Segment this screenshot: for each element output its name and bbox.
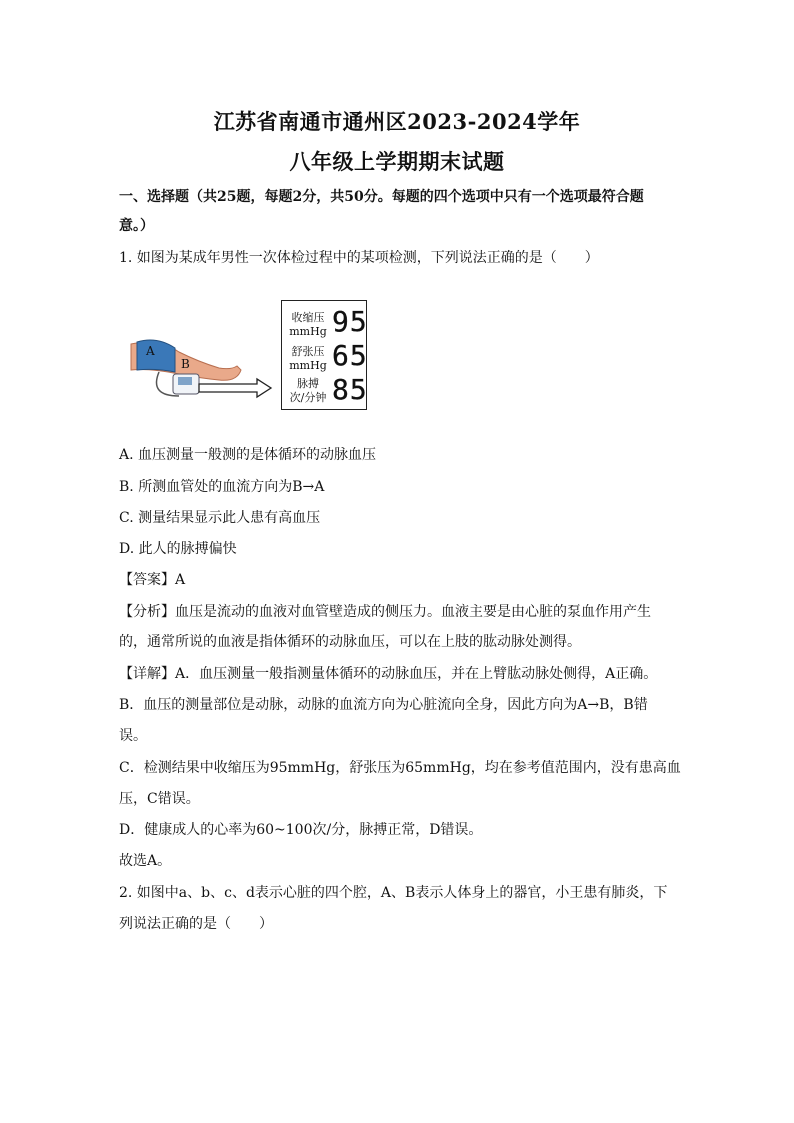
option-c: C. 测量结果显示此人患有高血压: [119, 510, 321, 526]
pulse-label: 脉搏: [297, 377, 319, 390]
systolic-unit: mmHg: [289, 325, 327, 338]
systolic-value: 95: [332, 305, 368, 338]
diastolic-unit: mmHg: [289, 359, 327, 372]
question-1-stem: 1. 如图为某成年男性一次体检过程中的某项检测，下列说法正确的是（ ）: [119, 250, 599, 266]
diastolic-value: 65: [332, 339, 368, 372]
page-subtitle: 八年级上学期期末试题: [289, 149, 505, 174]
answer: 【答案】A: [119, 572, 186, 588]
analysis-line-1: 【分析】血压是流动的血液对血管壁造成的侧压力。血液主要是由心脏的泵血作用产生: [119, 604, 651, 620]
pulse-unit: 次/分钟: [289, 391, 327, 404]
option-a: A. 血压测量一般测的是体循环的动脉血压: [119, 447, 377, 463]
conclusion: 故选A。: [119, 853, 172, 869]
page-title: 江苏省南通市通州区2023-2024学年: [213, 109, 581, 134]
detail-line-2: B．血压的测量部位是动脉，动脉的血流方向为心脏流向全身，因此方向为A→B，B错: [119, 697, 648, 713]
question-2-stem-cont: 列说法正确的是（ ）: [119, 916, 273, 932]
detail-line-5: 压，C错误。: [119, 791, 200, 807]
section-heading-cont: 意。）: [119, 218, 154, 234]
detail-line-6: D．健康成人的心率为60~100次/分，脉搏正常，D错误。: [119, 822, 483, 838]
systolic-label: 收缩压: [291, 311, 325, 324]
label-a: A: [146, 344, 155, 358]
bp-monitor-display: [281, 300, 367, 410]
pulse-value: 85: [332, 373, 368, 406]
label-b: B: [181, 357, 190, 371]
option-b: B. 所测血管处的血流方向为B→A: [119, 479, 325, 495]
question-2-stem: 2. 如图中a、b、c、d表示心脏的四个腔，A、B表示人体身上的器官，小王患有肺炎，下: [119, 885, 668, 901]
option-d: D. 此人的脉搏偏快: [119, 541, 237, 557]
detail-line-4: C．检测结果中收缩压为95mmHg，舒张压为65mmHg，均在参考值范围内，没有患高血: [119, 760, 681, 776]
detail-line-3: 误。: [119, 728, 147, 744]
diastolic-label: 舒张压: [291, 345, 325, 358]
section-heading: 一、选择题（共25题，每题2分，共50分。每题的四个选项中只有一个选项最符合题: [119, 189, 644, 205]
analysis-line-2: 的，通常所说的血液是指体循环的动脉血压，可以在上肢的肱动脉处测得。: [119, 634, 581, 650]
detail-line-1: 【详解】A．血压测量一般指测量体循环的动脉血压，并在上臂肱动脉处侧得，A正确。: [119, 666, 658, 682]
